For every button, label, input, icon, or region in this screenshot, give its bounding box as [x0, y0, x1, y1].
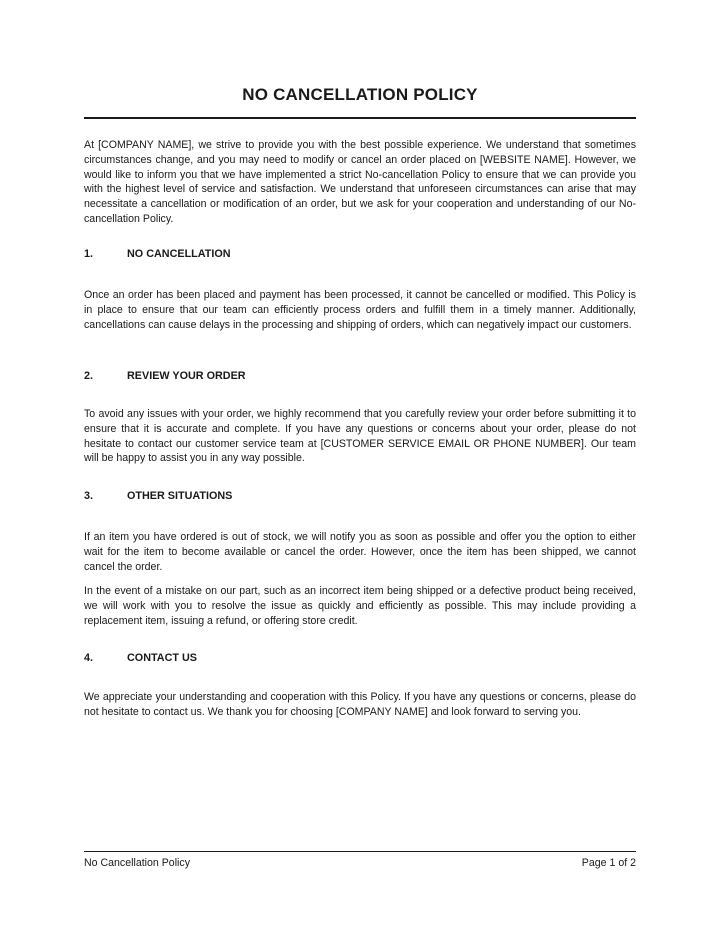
title-divider: [84, 117, 636, 119]
section-4-heading: [84, 652, 197, 664]
footer-divider: [84, 851, 636, 852]
section-1-heading: [84, 248, 231, 260]
section-3-paragraph-1: If an item you have ordered is out of stock, we will notify you as soon as possible and offer you the option to either wait for the item to become available or cancel the order. However, once the item has been shipped, we cannot cancel the order.: [84, 531, 636, 573]
section-2-paragraph: To avoid any issues with your order, we highly recommend that you carefully review your order before submitting it to ensure that it is accurate and complete. If you have any questions or concerns about your order, please do not hesitate to contact our customer service team at [CUSTOMER SERVICE EMAIL OR PHONE NUMBER]. Our team will be happy to assist you in any way possible.: [84, 408, 636, 465]
document-title: NO CANCELLATION POLICY: [242, 85, 478, 104]
section-3-heading: [84, 490, 232, 502]
section-4-paragraph: We appreciate your understanding and cooperation with this Policy. If you have any questions or concerns, please do not hesitate to contact us. We thank you for choosing [COMPANY NAME] and look forward to serving you.: [84, 691, 636, 718]
intro-paragraph: At [COMPANY NAME], we strive to provide you with the best possible experience. We understand that sometimes circumstances change, and you may need to modify or cancel an order placed on [WEBSITE NAME]. However, we would like to inform you that we have implemented a strict No-cancellation Policy to ensure that we can provide you with the highest level of service and satisfaction. We understand that unforeseen circumstances can arise that may necessitate a cancellation or modification of an order, but we ask for your cooperation and understanding of our No-cancellation Policy.: [84, 139, 636, 225]
section-3-title: OTHER SITUATIONS: [127, 490, 233, 502]
section-2-heading: [84, 370, 246, 382]
section-3-paragraph-2: In the event of a mistake on our part, such as an incorrect item being shipped or a defective product being received, we will work with you to resolve the issue as quickly and efficiently as possible. This may include providing a replacement item, issuing a refund, or offering store credit.: [84, 585, 636, 627]
footer-page-number: Page 1 of 2: [581, 857, 636, 869]
section-4-number: 4.: [84, 652, 94, 664]
section-1-paragraph: Once an order has been placed and payment has been processed, it cannot be cancelled or modified. This Policy is in place to ensure that our team can efficiently process orders and fulfill them in a timely manner. Additionally, cancellations can cause delays in the processing and shipping of orders, which can negatively impact our customers.: [84, 289, 636, 331]
section-2-number: 2.: [84, 370, 94, 382]
footer-document-name: No Cancellation Policy: [84, 857, 190, 869]
section-4-title: CONTACT US: [127, 652, 197, 664]
section-2-title: REVIEW YOUR ORDER: [127, 370, 246, 382]
section-1-number: 1.: [84, 248, 94, 260]
section-1-title: NO CANCELLATION: [127, 248, 231, 260]
section-3-number: 3.: [84, 490, 94, 502]
